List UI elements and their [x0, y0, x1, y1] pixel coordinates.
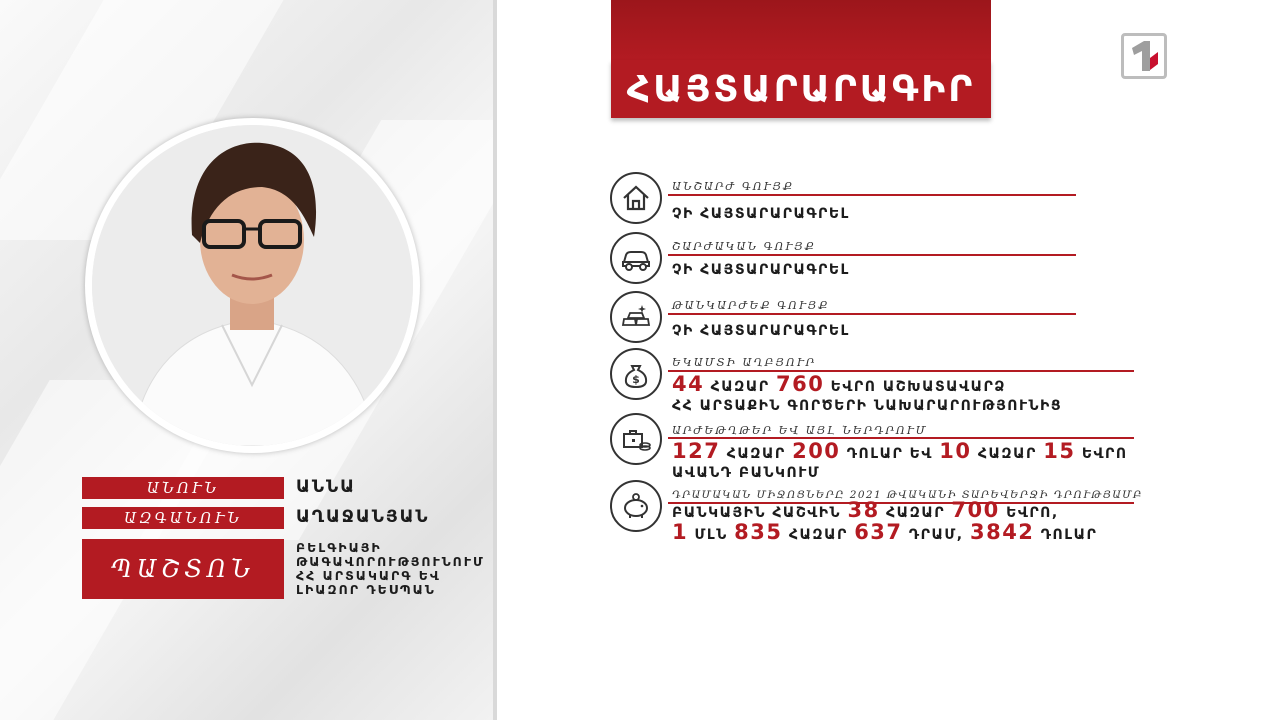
- declaration-item-income-source: [610, 348, 1110, 418]
- banner-top: [611, 0, 991, 60]
- value-text: ՀԱԶԱՐ: [782, 527, 855, 543]
- name-value: ԱՆՆԱ: [296, 477, 356, 497]
- portrait-photo: [92, 125, 413, 446]
- value-text: ՀԱԶԱՐ: [720, 446, 793, 462]
- item-title: ԱՐԺԵԹՂԹԵՐ ԵՎ ԱՅԼ ՆԵՐԴՐՈՒՄ: [672, 424, 928, 437]
- value-text: ԵՎՐՈ: [1075, 446, 1128, 462]
- page-title: ՀԱՅՏԱՐԱՐԱԳԻՐ: [626, 68, 976, 110]
- value-number: 127: [672, 439, 721, 463]
- item-value: [672, 439, 1128, 483]
- money-bag-icon: [610, 348, 662, 400]
- value-number: 835: [734, 520, 783, 544]
- value-text: ՀԱԶԱՐ: [879, 505, 952, 521]
- position-line: ՀՀ ԱՐՏԱԿԱՐԳ ԵՎ: [296, 568, 441, 583]
- value-text: ԲԱՆԿԱՅԻՆ ՀԱՇՎԻՆ: [672, 505, 848, 521]
- value-number: 700: [951, 498, 1000, 522]
- value-number: 38: [847, 498, 880, 522]
- name-label: ԱՆՈՒՆ: [82, 477, 284, 499]
- item-title: ՇԱՐԺԱԿԱՆ ԳՈՒՅՔ: [672, 240, 816, 253]
- title-banner: [611, 60, 991, 118]
- position-line: ԼԻԱԶՈՐ ԴԵՍՊԱՆ: [296, 582, 436, 597]
- value-text: ՀԱԶԱՐ: [704, 379, 776, 395]
- value-text: ՀՀ ԱՐՏԱՔԻՆ ԳՈՐԾԵՐԻ ՆԱԽԱՐԱՐՈՒԹՅՈՒՆԻՑ: [672, 398, 1063, 414]
- item-title: ԱՆՇԱՐԺ ԳՈՒՅՔ: [672, 180, 795, 193]
- declaration-item-movable-property: [610, 232, 1110, 286]
- piggy-bank-icon: [610, 480, 662, 532]
- car-icon: [610, 232, 662, 284]
- value-text: ԴՈԼԱՐ ԵՎ: [840, 446, 940, 462]
- position-value: [296, 541, 496, 597]
- value-text: ԵՎՐՈ,: [999, 505, 1059, 521]
- value-text: ՄԼՆ: [688, 527, 735, 543]
- value-number: 1: [672, 520, 689, 544]
- item-title: ԹԱՆԿԱՐԺԵՔ ԳՈՒՅՔ: [672, 299, 830, 312]
- value-text: ԴՐԱՄ,: [902, 527, 970, 543]
- gold-bars-icon: [610, 291, 662, 343]
- value-number: 10: [939, 439, 972, 463]
- item-underline: [668, 370, 1134, 372]
- item-value: [672, 498, 1098, 545]
- channel-1-logo-icon: [1121, 33, 1167, 79]
- value-number: 200: [792, 439, 841, 463]
- house-icon: [610, 172, 662, 224]
- item-value: ՉԻ ՀԱՅՏԱՐԱՐԱԳՐԵԼ: [672, 323, 850, 339]
- item-underline: [668, 254, 1076, 256]
- item-underline: [668, 313, 1076, 315]
- surname-label: ԱԶԳԱՆՈՒՆ: [82, 507, 284, 529]
- declaration-item-cash: [610, 480, 1143, 550]
- value-text: ԵՎՐՈ ԱՇԽԱՏԱՎԱՐՁ: [824, 379, 1007, 395]
- position-label: ՊԱՇՏՈՆ: [82, 539, 284, 599]
- position-line: ԹԱԳԱՎՈՐՈՒԹՅՈՒՆՈՒՄ: [296, 554, 485, 569]
- briefcase-coins-icon: [610, 413, 662, 465]
- position-line: ԲԵԼԳԻԱՅԻ: [296, 540, 382, 555]
- item-value: ՉԻ ՀԱՅՏԱՐԱՐԱԳՐԵԼ: [672, 206, 850, 222]
- value-text: ԴՈԼԱՐ: [1034, 527, 1098, 543]
- declaration-item-real-estate: [610, 172, 1110, 226]
- declaration-item-valuables: [610, 291, 1110, 345]
- value-number: 637: [854, 520, 903, 544]
- value-number: 44: [672, 372, 705, 396]
- declaration-item-securities: [610, 413, 1128, 483]
- value-number: 760: [775, 372, 825, 396]
- item-title: ԴՐԱՄԱԿԱՆ ՄԻՋՈՑՆԵՐԸ 2021 ԹՎԱԿԱՆԻ ՏԱՐԵՎԵՐՋԻ ԴՐՈՒԹՅԱՄԲ: [672, 489, 1143, 501]
- value-text: ԱՎԱՆԴ ԲԱՆԿՈՒՄ: [672, 465, 821, 481]
- value-number: 15: [1043, 439, 1076, 463]
- value-number: 3842: [969, 520, 1035, 544]
- item-value: [672, 372, 1063, 416]
- item-underline: [668, 194, 1076, 196]
- surname-value: ԱՂԱՋԱՆՅԱՆ: [296, 507, 430, 527]
- item-value: ՉԻ ՀԱՅՏԱՐԱՐԱԳՐԵԼ: [672, 262, 850, 278]
- svg-text:$: $: [632, 373, 640, 386]
- value-text: ՀԱԶԱՐ: [971, 446, 1044, 462]
- item-title: ԵԿԱՄՏԻ ԱՂԲՅՈՒՐ: [672, 356, 817, 369]
